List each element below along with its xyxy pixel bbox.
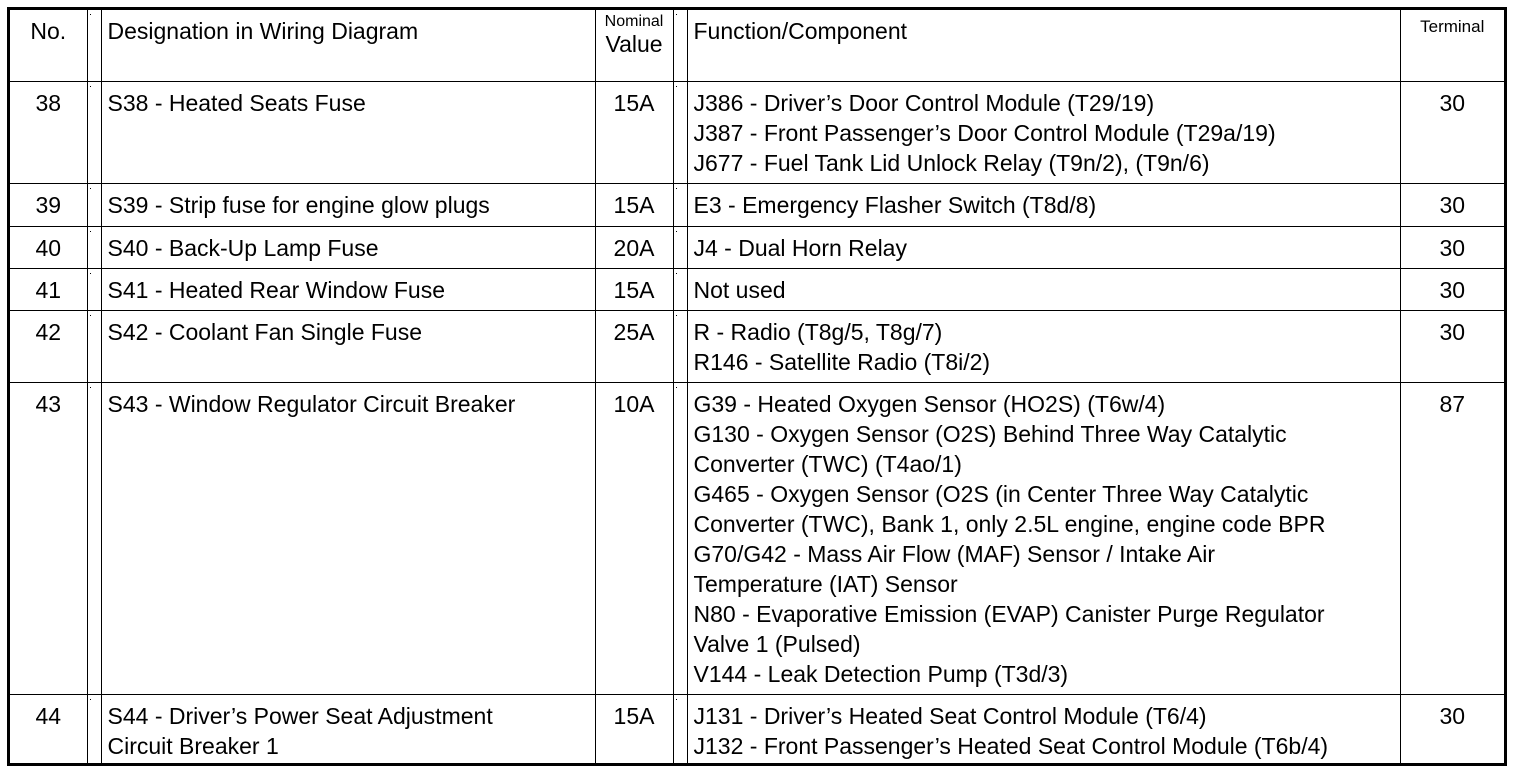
- row-spacer: [673, 226, 687, 268]
- fuse-function-line: G465 - Oxygen Sensor (O2S (in Center Three Way Catalytic: [693, 480, 1309, 507]
- fuse-nominal-value: 15A: [595, 268, 673, 310]
- row-spacer: [87, 694, 101, 766]
- fuse-function-line: Converter (TWC) (T4ao/1): [693, 450, 962, 477]
- fuse-designation-line: S43 - Window Regulator Circuit Breaker: [107, 390, 516, 417]
- header-nominal-value: [595, 10, 673, 81]
- fuse-number: 39: [10, 183, 87, 226]
- fuse-function-line: G130 - Oxygen Sensor (O2S) Behind Three Way Catalytic: [693, 420, 1287, 447]
- fuse-designation: [101, 382, 595, 694]
- fuse-function-line: J386 - Driver’s Door Control Module (T29/19): [693, 89, 1155, 116]
- header-row: [10, 10, 1504, 81]
- fuse-function-line: Converter (TWC), Bank 1, only 2.5L engine, engine code BPR: [693, 510, 1326, 537]
- fuse-number: 38: [10, 81, 87, 183]
- fuse-function-line: R146 - Satellite Radio (T8i/2): [693, 348, 991, 375]
- fuse-nominal-value: 15A: [595, 81, 673, 183]
- table-row: [10, 183, 1504, 226]
- header-spacer: [673, 10, 687, 81]
- header-no: No.: [10, 10, 87, 81]
- fuse-function: [687, 183, 1400, 226]
- fuse-number: 43: [10, 382, 87, 694]
- fuse-function-line: J387 - Front Passenger’s Door Control Module (T29a/19): [693, 119, 1276, 146]
- fuse-designation-line: S39 - Strip fuse for engine glow plugs: [107, 191, 490, 218]
- fuse-function-line: V144 - Leak Detection Pump (T3d/3): [693, 660, 1069, 687]
- fuse-terminal: 30: [1400, 226, 1504, 268]
- row-spacer: [673, 81, 687, 183]
- fuse-designation: [101, 183, 595, 226]
- fuse-function: [687, 226, 1400, 268]
- row-spacer: [87, 310, 101, 382]
- fuse-number: 40: [10, 226, 87, 268]
- row-spacer: [673, 694, 687, 766]
- header-value-label: Value: [605, 31, 663, 57]
- fuse-designation-line: S40 - Back-Up Lamp Fuse: [107, 234, 379, 261]
- fuse-number: 41: [10, 268, 87, 310]
- fuse-designation: [101, 81, 595, 183]
- table-row: [10, 694, 1504, 766]
- fuse-number: 42: [10, 310, 87, 382]
- fuse-function-line: Valve 1 (Pulsed): [693, 630, 861, 657]
- fuse-designation: [101, 226, 595, 268]
- fuse-function-line: Temperature (IAT) Sensor: [693, 570, 958, 597]
- header-function: Function/Component: [687, 10, 1400, 81]
- fuse-terminal: 30: [1400, 694, 1504, 766]
- fuse-terminal: 30: [1400, 310, 1504, 382]
- fuse-nominal-value: 20A: [595, 226, 673, 268]
- fuse-terminal: 30: [1400, 81, 1504, 183]
- fuse-designation-line: S41 - Heated Rear Window Fuse: [107, 276, 445, 303]
- fuse-designation-line: S38 - Heated Seats Fuse: [107, 89, 366, 116]
- row-spacer: [673, 183, 687, 226]
- table-row: [10, 81, 1504, 183]
- row-spacer: [87, 382, 101, 694]
- fuse-table-frame: [7, 7, 1507, 766]
- fuse-table: [10, 10, 1504, 766]
- fuse-nominal-value: 10A: [595, 382, 673, 694]
- table-row: [10, 226, 1504, 268]
- table-row: [10, 268, 1504, 310]
- fuse-function: [687, 382, 1400, 694]
- fuse-designation-line: S42 - Coolant Fan Single Fuse: [107, 318, 423, 345]
- row-spacer: [673, 382, 687, 694]
- fuse-designation-line: Circuit Breaker 1: [107, 732, 279, 759]
- row-spacer: [87, 183, 101, 226]
- fuse-number: 44: [10, 694, 87, 766]
- fuse-function: [687, 310, 1400, 382]
- fuse-function-line: J131 - Driver’s Heated Seat Control Module (T6/4): [693, 702, 1207, 729]
- fuse-function: [687, 694, 1400, 766]
- fuse-function-line: J4 - Dual Horn Relay: [693, 234, 907, 261]
- header-designation: Designation in Wiring Diagram: [101, 10, 595, 81]
- table-row: [10, 310, 1504, 382]
- fuse-function: [687, 268, 1400, 310]
- fuse-designation: [101, 694, 595, 766]
- fuse-nominal-value: 15A: [595, 694, 673, 766]
- table-row: [10, 382, 1504, 694]
- header-terminal: Terminal: [1400, 10, 1504, 81]
- fuse-designation: [101, 310, 595, 382]
- row-spacer: [673, 310, 687, 382]
- fuse-function: [687, 81, 1400, 183]
- fuse-function-line: N80 - Evaporative Emission (EVAP) Canister Purge Regulator: [693, 600, 1325, 627]
- row-spacer: [87, 81, 101, 183]
- fuse-terminal: 30: [1400, 183, 1504, 226]
- header-nominal-label: Nominal: [604, 13, 664, 30]
- fuse-nominal-value: 15A: [595, 183, 673, 226]
- row-spacer: [673, 268, 687, 310]
- header-spacer: [87, 10, 101, 81]
- fuse-function-line: J132 - Front Passenger’s Heated Seat Control Module (T6b/4): [693, 732, 1329, 759]
- fuse-function-line: G70/G42 - Mass Air Flow (MAF) Sensor / Intake Air: [693, 540, 1215, 567]
- fuse-designation: [101, 268, 595, 310]
- fuse-function-line: E3 - Emergency Flasher Switch (T8d/8): [693, 191, 1097, 218]
- fuse-terminal: 87: [1400, 382, 1504, 694]
- row-spacer: [87, 268, 101, 310]
- fuse-function-line: G39 - Heated Oxygen Sensor (HO2S) (T6w/4): [693, 390, 1166, 417]
- fuse-function-line: R - Radio (T8g/5, T8g/7): [693, 318, 943, 345]
- fuse-designation-line: S44 - Driver’s Power Seat Adjustment: [107, 702, 493, 729]
- fuse-function-line: J677 - Fuel Tank Lid Unlock Relay (T9n/2), (T9n/6): [693, 149, 1210, 176]
- fuse-nominal-value: 25A: [595, 310, 673, 382]
- fuse-terminal: 30: [1400, 268, 1504, 310]
- fuse-function-line: Not used: [693, 276, 786, 303]
- row-spacer: [87, 226, 101, 268]
